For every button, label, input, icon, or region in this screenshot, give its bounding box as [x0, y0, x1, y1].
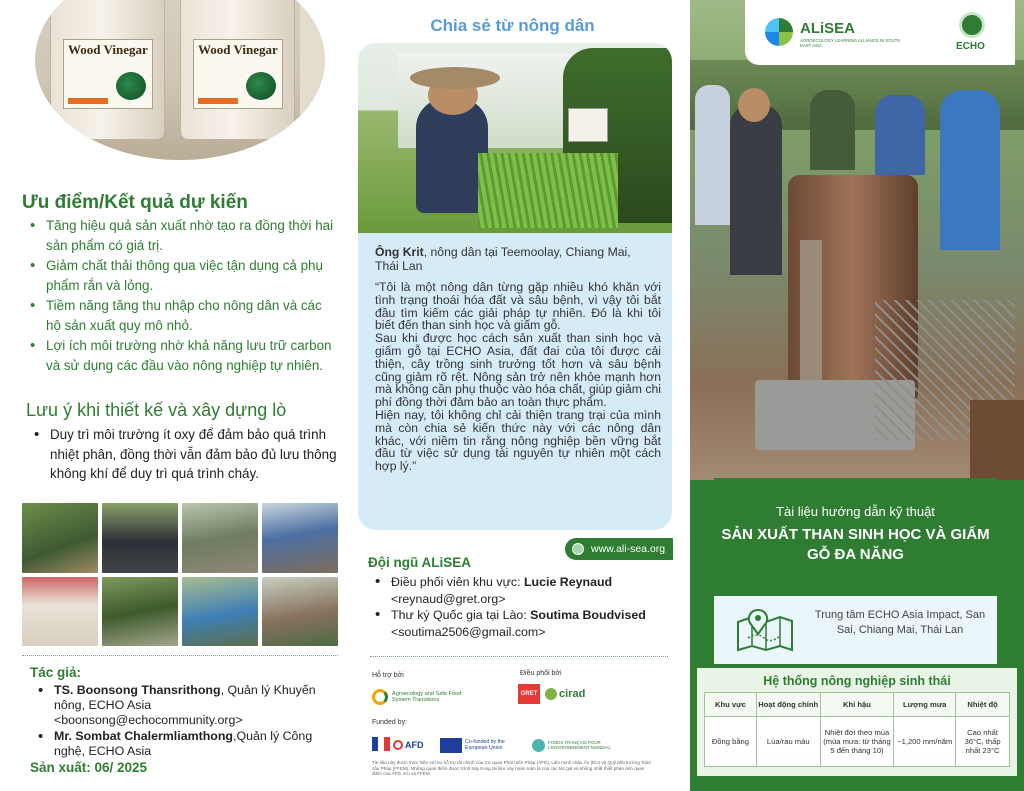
- agroecology-table: [704, 692, 1010, 767]
- echo-logo-icon: [959, 12, 985, 38]
- website-link[interactable]: [565, 538, 673, 560]
- grid-photo: [22, 577, 98, 647]
- author-role: ,Quản lý Công nghệ, ECHO Asia: [54, 729, 313, 758]
- wood-vinegar-jug: [180, 0, 295, 140]
- farmer-share-title: Chia sẻ từ nông dân: [430, 16, 595, 35]
- farmer-photo: [358, 43, 672, 233]
- guide-subtitle: Tài liệu hướng dẫn kỹ thuật: [776, 504, 935, 519]
- supported-by-label: Hỗ trợ bởi: [372, 672, 404, 679]
- wood-vinegar-jug: [50, 0, 165, 140]
- location-box: [714, 596, 997, 664]
- ffem-icon: [532, 739, 545, 752]
- list-item: • Duy trì môi trường ít oxy để đảm bảo quá trình nhiệt phân, đồng thời vẫn đảm bảo đủ lưu thông không khí để duy trì quá trình cháy.: [34, 425, 340, 484]
- website-url[interactable]: www.ali-sea.org: [591, 543, 666, 555]
- map-pin-icon: [734, 608, 796, 654]
- cover-photo: [690, 0, 1024, 480]
- member-role: Thư ký Quốc gia tại Lào:: [391, 608, 531, 622]
- grid-photo: [262, 503, 338, 573]
- column-header: Hoạt động chính: [756, 693, 820, 717]
- alisea-name: ALiSEA: [800, 20, 856, 37]
- photo-grid: [22, 503, 338, 646]
- column-header: Nhiệt độ: [956, 693, 1010, 717]
- coordinated-by-label: Điều phối bởi: [520, 670, 562, 677]
- jug-label: Wood Vinegar: [68, 42, 148, 57]
- author-name: TS. Boonsong Thansrithong: [54, 683, 221, 697]
- grid-photo: [102, 503, 178, 573]
- afd-icon: [393, 740, 403, 750]
- table-cell: Nhiệt đới theo mùa (mùa mưa: từ tháng 5 đến tháng 10): [820, 717, 894, 767]
- team-title: Đội ngũ ALiSEA: [368, 555, 471, 570]
- grid-photo: [182, 503, 258, 573]
- member-email[interactable]: <soutima2506@gmail.com>: [391, 624, 546, 639]
- funded-by-label: Funded by:: [372, 719, 408, 726]
- grid-photo: [262, 577, 338, 647]
- member-name: Soutima Boudvised: [530, 608, 646, 622]
- table-cell: ~1,200 mm/năm: [894, 717, 956, 767]
- eu-flag-icon: [440, 738, 462, 753]
- quote-paragraph: Hiện nay, tôi không chỉ cải thiện trang trại của mình mà còn chia sẻ kiến thức này với các nông dân khác, với niềm tin rằng nông nghiệp bền vững bắt đầu từ việc sử dụng tài nguyên tự nhiên một cách hợp lý.”: [375, 407, 661, 474]
- table-cell: Lúa/rau màu: [756, 717, 820, 767]
- grid-photo: [182, 577, 258, 647]
- agroecology-title: Hệ thống nông nghiệp sinh thái: [763, 674, 951, 688]
- globe-icon: [572, 543, 584, 555]
- author-item: [38, 729, 338, 759]
- quote-paragraph: Sau khi được học cách sản xuất than sinh học và giấm gỗ tại ECHO Asia, đất đai của tôi được cải thiện, cây trồng sinh trưởng tốt hơn và sâu bệnh cũng giảm rõ rệt. Nông sản trở nên khỏe mạnh hơn mà không cần phụ thuộc vào hóa chất, giúp giảm chi phí đồng thời đảm bảo an toàn thực phẩm.: [375, 331, 661, 410]
- eu-logo: Co-funded by the European Union: [440, 737, 525, 753]
- cirad-icon: [545, 688, 557, 700]
- grid-photo: [102, 577, 178, 647]
- agroecology-system-box: [697, 668, 1017, 776]
- wood-vinegar-photo: [35, 0, 325, 160]
- author-item: [38, 683, 338, 728]
- table-row: [705, 717, 1010, 767]
- table-header-row: [705, 693, 1010, 717]
- team-member: [375, 607, 680, 640]
- column-header: Khu vực: [705, 693, 757, 717]
- advantages-title: Ưu điểm/Kết quả dự kiến: [22, 192, 248, 213]
- asset-logo: Agroecology and Safe Food System Transitions: [372, 686, 482, 708]
- guide-title-block: [714, 478, 997, 596]
- ffem-logo: FONDS FRANÇAIS POUR L'ENVIRONNEMENT MONDIAL: [532, 737, 642, 753]
- gret-logo: GRET: [518, 684, 540, 704]
- farmer-name: [375, 245, 655, 273]
- advantages-list: [30, 216, 338, 376]
- asset-icon: [372, 689, 388, 705]
- team-member: [375, 574, 680, 607]
- farmer-name-bold: Ông Krit: [375, 245, 424, 259]
- cirad-logo: cirad: [545, 684, 590, 704]
- partner-logos: [745, 0, 1015, 65]
- authors-title: Tác giả:: [30, 665, 82, 680]
- afd-logo: AFD: [393, 737, 433, 753]
- column-header: Lượng mưa: [894, 693, 956, 717]
- team-list: [375, 574, 680, 640]
- cover-panel: [690, 0, 1024, 791]
- farmer-location: , nông dân tại Teemoolay, Chiang Mai, Thái Lan: [375, 245, 631, 273]
- left-panel: [0, 0, 345, 791]
- echo-name: ECHO: [956, 41, 985, 52]
- author-role: , Quản lý Khuyến nông, ECHO Asia: [54, 683, 316, 712]
- list-item: • Lợi ích môi trường nhờ khả năng lưu trữ carbon và sử dụng các đầu vào nông nghiệp tự nhiên.: [30, 336, 338, 375]
- member-role: Điều phối viên khu vực:: [391, 575, 524, 589]
- alisea-subtitle: AGROECOLOGY LEARNING ALLIANCE IN SOUTH EAST ASIA: [800, 38, 901, 48]
- funding-disclaimer: Tài liệu này được thực hiện với sự hỗ trợ tài chính của Cơ quan Phát triển Pháp (AFD), Liên minh châu Âu (EU) và Quỹ Môi trường Toàn cầu Pháp (FFEM). Những quan điểm được trình bày trong tài liệu này hoàn toàn là của các tác giả và không nhất thiết phản ánh quan điểm của AFD, EU và FFEM.: [372, 760, 652, 777]
- authors-list: [38, 683, 338, 760]
- guide-title: SẢN XUẤT THAN SINH HỌC VÀ GIẤM GỖ ĐA NĂNG: [721, 526, 990, 563]
- table-cell: Cao nhất 36°C, thấp nhất 23°C: [956, 717, 1010, 767]
- author-name: Mr. Sombat Chalermliamthong: [54, 729, 233, 743]
- french-republic-logo: [372, 737, 390, 751]
- author-email[interactable]: <boonsong@echocommunity.org>: [54, 713, 243, 727]
- design-notes-list: [34, 425, 340, 484]
- alisea-logo-icon: [765, 18, 793, 46]
- farmer-quote: [375, 281, 661, 473]
- column-header: Khí hậu: [820, 693, 894, 717]
- list-item: • Tăng hiệu quả sản xuất nhờ tạo ra đồng thời hai sản phẩm có giá trị.: [30, 216, 338, 255]
- jug-label: Wood Vinegar: [198, 42, 278, 57]
- member-email[interactable]: <reynaud@gret.org>: [391, 591, 506, 606]
- list-item: • Tiềm năng tăng thu nhập cho nông dân và các hộ sản xuất quy mô nhỏ.: [30, 296, 338, 335]
- production-date: Sản xuất: 06/ 2025: [30, 760, 148, 775]
- list-item: • Giảm chất thải thông qua việc tận dụng cả phụ phẩm rắn và lỏng.: [30, 256, 338, 295]
- member-name: Lucie Reynaud: [523, 575, 613, 589]
- table-cell: Đồng bằng: [705, 717, 757, 767]
- grid-photo: [22, 503, 98, 573]
- location-text: Trung tâm ECHO Asia Impact, San Sai, Chiang Mai, Thái Lan: [814, 609, 986, 636]
- quote-paragraph: “Tôi là một nông dân từng gặp nhiều khó khăn với tình trạng thoái hóa đất và sâu bệnh, vì vậy tôi bắt đầu tìm kiếm các giải pháp tự nhiên. Đó là khi tôi biết đến than sinh học và giấm gỗ.: [375, 280, 661, 333]
- design-notes-title: Lưu ý khi thiết kế và xây dựng lò: [26, 400, 287, 420]
